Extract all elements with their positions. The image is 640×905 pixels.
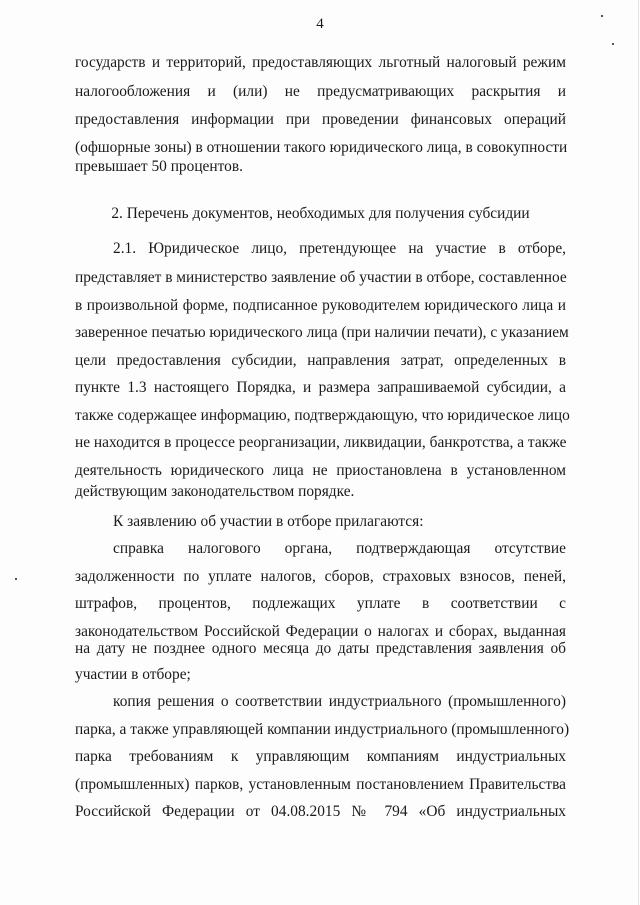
text-line: (промышленных) парков, установленным постановлением Правительства — [75, 776, 566, 793]
text-line: Российской Федерации от 04.08.2015 № 794 «Об индустриальных — [75, 803, 566, 820]
text-line: также содержащее информацию, подтверждающую, что юридическое лицо — [75, 407, 570, 424]
page-number: 4 — [316, 16, 324, 32]
text-line: деятельность юридического лица не приостановлена в установленном — [75, 462, 566, 479]
scan-speck — [15, 578, 17, 580]
text-line: К заявлению об участии в отборе прилагаются: — [113, 513, 424, 530]
text-line: предоставления информации при проведении финансовых операций — [75, 111, 566, 128]
text-line: справка налогового органа, подтверждающая отсутствие — [113, 540, 566, 557]
text-line: участии в отборе; — [75, 666, 191, 683]
text-line: задолженности по уплате налогов, сборов, страховых взносов, пеней, — [75, 568, 566, 585]
text-line: 2.1. Юридическое лицо, претендующее на участие в отборе, — [113, 240, 566, 257]
text-line: на дату не позднее одного месяца до даты представления заявления об — [75, 640, 566, 657]
text-line: государств и территорий, предоставляющих льготный налоговый режим — [75, 54, 566, 71]
text-line: в произвольной форме, подписанное руководителем юридического лица и — [75, 297, 566, 314]
text-line: парка требованиям к управляющим компаниям индустриальных — [75, 748, 566, 765]
text-line: превышает 50 процентов. — [75, 158, 243, 175]
section-heading: 2. Перечень документов, необходимых для получения субсидии — [111, 205, 530, 222]
text-line: цели предоставления субсидии, направления затрат, определенных в — [75, 352, 566, 369]
text-line: представляет в министерство заявление об участии в отборе, составленное — [75, 269, 567, 286]
text-line: пункте 1.3 настоящего Порядка, и размера запрашиваемой субсидии, а — [75, 379, 566, 396]
text-line: (офшорные зоны) в отношении такого юридического лица, в совокупности — [75, 139, 568, 156]
scan-edge — [638, 0, 639, 905]
text-line: не находится в процессе реорганизации, ликвидации, банкротства, а также — [75, 434, 567, 451]
text-line: парка, а также управляющей компании индустриального (промышленного) — [75, 721, 570, 738]
scan-speck — [612, 43, 614, 45]
text-line: копия решения о соответствии индустриального (промышленного) — [113, 693, 566, 710]
text-line: налогообложения и (или) не предусматривающих раскрытия и — [75, 83, 566, 100]
text-line: заверенное печатью юридического лица (при наличии печати), с указанием — [75, 324, 569, 341]
text-line: действующим законодательством порядке. — [75, 483, 355, 500]
text-line: законодательством Российской Федерации о налогах и сборах, выданная — [75, 623, 566, 640]
text-line: штрафов, процентов, подлежащих уплате в соответствии с — [75, 595, 566, 612]
